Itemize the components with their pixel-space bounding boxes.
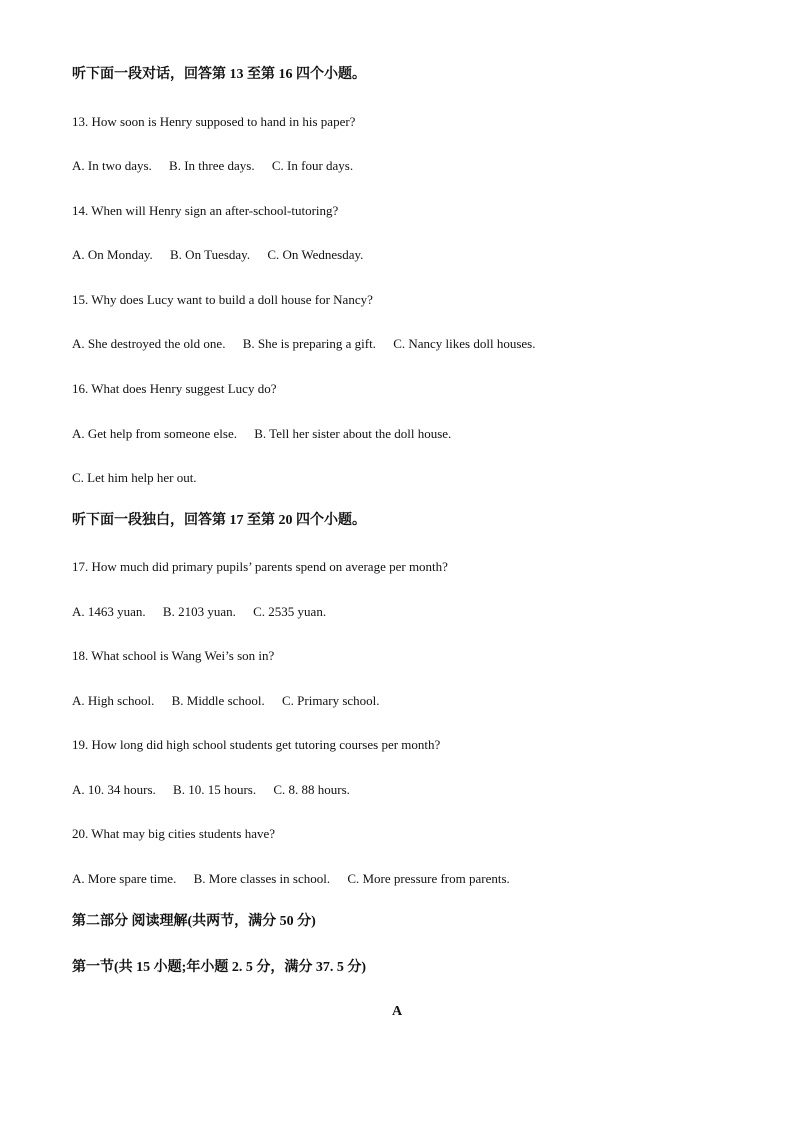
question-16: 16. What does Henry suggest Lucy do? xyxy=(72,381,277,396)
question-15: 15. Why does Lucy want to build a doll house for Nancy? xyxy=(72,292,373,307)
question-18: 18. What school is Wang Wei’s son in? xyxy=(72,648,275,663)
option-16-c: C. Let him help her out. xyxy=(72,470,197,485)
option-20-c: C. More pressure from parents. xyxy=(347,871,510,886)
options-19 xyxy=(72,781,350,799)
option-17-a: A. 1463 yuan. xyxy=(72,604,146,619)
option-17-c: C. 2535 yuan. xyxy=(253,604,327,619)
options-15 xyxy=(72,335,535,353)
options-17 xyxy=(72,603,326,621)
option-19-b: B. 10. 15 hours. xyxy=(173,782,257,797)
option-14-b: B. On Tuesday. xyxy=(170,247,251,262)
option-19-a: A. 10. 34 hours. xyxy=(72,782,156,797)
option-18-a: A. High school. xyxy=(72,693,155,708)
option-20-b: B. More classes in school. xyxy=(193,871,331,886)
options-20 xyxy=(72,870,510,888)
passage-letter: A xyxy=(391,1004,403,1019)
question-19: 19. How long did high school students get tutoring courses per month? xyxy=(72,737,441,752)
question-17: 17. How much did primary pupils’ parents spend on average per month? xyxy=(72,559,448,574)
option-13-c: C. In four days. xyxy=(271,158,354,173)
options-14 xyxy=(72,246,363,264)
option-13-b: B. In three days. xyxy=(169,158,255,173)
option-18-b: B. Middle school. xyxy=(171,693,265,708)
option-16-b: B. Tell her sister about the doll house. xyxy=(254,426,452,441)
part-heading-reading: 第二部分 阅读理解(共两节，满分 50 分) xyxy=(72,914,316,929)
section-heading-listening-13-16: 听下面一段对话，回答第 13 至第 16 四个小题。 xyxy=(72,67,366,82)
option-19-c: C. 8. 88 hours. xyxy=(273,782,350,797)
options-16 xyxy=(72,425,451,443)
section-subheading: 第一节(共 15 小题;年小题 2. 5 分，满分 37. 5 分) xyxy=(72,960,366,975)
option-14-c: C. On Wednesday. xyxy=(267,247,364,262)
question-20: 20. What may big cities students have? xyxy=(72,826,276,841)
options-13 xyxy=(72,157,353,175)
option-17-b: B. 2103 yuan. xyxy=(162,604,236,619)
option-15-c: C. Nancy likes doll houses. xyxy=(393,336,536,351)
question-14: 14. When will Henry sign an after-school-tutoring? xyxy=(72,203,339,218)
question-13: 13. How soon is Henry supposed to hand in his paper? xyxy=(72,114,356,129)
section-heading-listening-17-20: 听下面一段独白，回答第 17 至第 20 四个小题。 xyxy=(72,513,366,528)
option-20-a: A. More spare time. xyxy=(72,871,177,886)
options-18 xyxy=(72,692,380,710)
option-18-c: C. Primary school. xyxy=(282,693,380,708)
option-15-a: A. She destroyed the old one. xyxy=(72,336,226,351)
option-13-a: A. In two days. xyxy=(72,158,152,173)
option-14-a: A. On Monday. xyxy=(72,247,153,262)
option-16-a: A. Get help from someone else. xyxy=(72,426,237,441)
option-15-b: B. She is preparing a gift. xyxy=(242,336,376,351)
